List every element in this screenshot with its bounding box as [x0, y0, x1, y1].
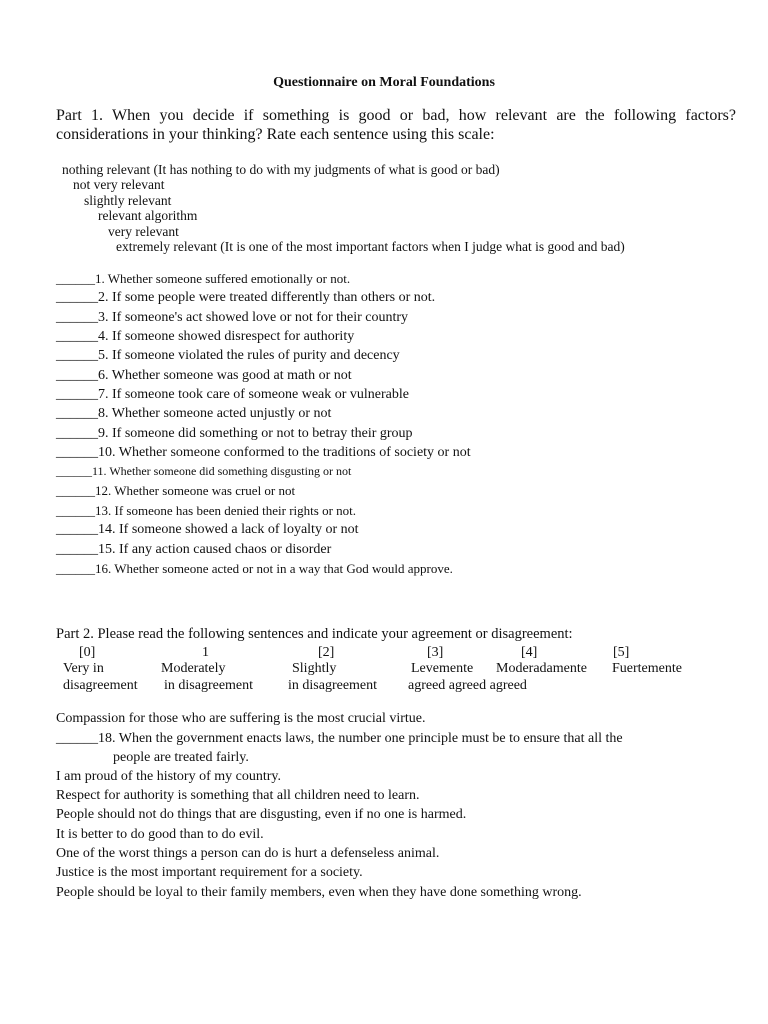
scale-option-nothing-relevant: nothing relevant (It has nothing to do with my judgments of what is good or bad) — [62, 162, 500, 177]
part2-heading: Part 2. Please read the following sentences and indicate your agreement or disagreement: — [56, 626, 573, 642]
scale-option-very-relevant: very relevant — [108, 224, 179, 239]
question-item: ______9. If someone did something or not to betray their group — [56, 426, 413, 441]
question-item: ______6. Whether someone was good at math or not — [56, 368, 352, 383]
agreement-scale-label: Moderately — [161, 661, 226, 676]
agreement-scale-number: [2] — [318, 645, 335, 660]
page-title: Questionnaire on Moral Foundations — [273, 75, 495, 90]
agreement-scale-label: Moderadamente — [496, 661, 587, 676]
question-item: ______14. If someone showed a lack of loyalty or not — [56, 522, 359, 537]
statement-item: Compassion for those who are suffering is the most crucial virtue. — [56, 711, 426, 726]
statement-item: Justice is the most important requirement for a society. — [56, 865, 363, 880]
scale-option-not-very-relevant: not very relevant — [73, 177, 165, 192]
question-item: ______1. Whether someone suffered emotionally or not. — [56, 271, 351, 286]
agreement-scale-label: in disagreement — [164, 678, 254, 693]
agreement-scale-label: agreed agreed agreed — [408, 678, 527, 693]
question-item: ______16. Whether someone acted or not in a way that God would approve. — [56, 561, 453, 576]
agreement-scale-number: 1 — [202, 645, 209, 660]
statement-item-continuation: people are treated fairly. — [113, 750, 249, 765]
statement-item: One of the worst things a person can do is hurt a defenseless animal. — [56, 846, 440, 861]
question-item: ______13. If someone has been denied their rights or not. — [56, 503, 357, 518]
question-item: ______3. If someone's act showed love or not for their country — [56, 310, 409, 325]
statement-item: Respect for authority is something that all children need to learn. — [56, 788, 420, 803]
part1-intro: Part 1. When you decide if something is good or bad, how relevant are the following factors? considerations in your thinking? Rate each sentence using this scale: — [56, 107, 736, 143]
question-item: ______8. Whether someone acted unjustly or not — [56, 406, 332, 421]
question-item: ______4. If someone showed disrespect for authority — [56, 329, 355, 344]
question-item: ______2. If some people were treated differently than others or not. — [56, 290, 436, 305]
question-item: ______12. Whether someone was cruel or not — [56, 483, 296, 498]
agreement-scale-label: Fuertemente — [612, 661, 682, 676]
scale-option-extremely-relevant: extremely relevant (It is one of the most important factors when I judge what is good and bad) — [116, 239, 625, 254]
statement-item: It is better to do good than to do evil. — [56, 827, 264, 842]
agreement-scale-label: Slightly — [292, 661, 337, 676]
agreement-scale-number: [5] — [613, 645, 630, 660]
statement-item: People should be loyal to their family members, even when they have done something wrong. — [56, 885, 582, 900]
scale-option-relevant: relevant algorithm — [98, 208, 198, 223]
question-item: ______10. Whether someone conformed to the traditions of society or not — [56, 445, 471, 460]
agreement-scale-label: Levemente — [411, 661, 474, 676]
statement-item: People should not do things that are disgusting, even if no one is harmed. — [56, 807, 467, 822]
statement-item: I am proud of the history of my country. — [56, 769, 281, 784]
question-item: ______11. Whether someone did something disgusting or not — [56, 464, 352, 478]
agreement-scale-number: [0] — [79, 645, 96, 660]
scale-option-slightly-relevant: slightly relevant — [84, 193, 172, 208]
agreement-scale-label: disagreement — [63, 678, 138, 693]
question-item: ______7. If someone took care of someone weak or vulnerable — [56, 387, 409, 402]
agreement-scale-label: in disagreement — [288, 678, 378, 693]
agreement-scale-label: Very in — [63, 661, 104, 676]
question-item: ______5. If someone violated the rules of purity and decency — [56, 348, 400, 363]
agreement-scale-number: [3] — [427, 645, 444, 660]
statement-item: ______18. When the government enacts laws, the number one principle must be to ensure that all the — [56, 731, 623, 746]
agreement-scale-number: [4] — [521, 645, 538, 660]
question-item: ______15. If any action caused chaos or disorder — [56, 542, 332, 557]
